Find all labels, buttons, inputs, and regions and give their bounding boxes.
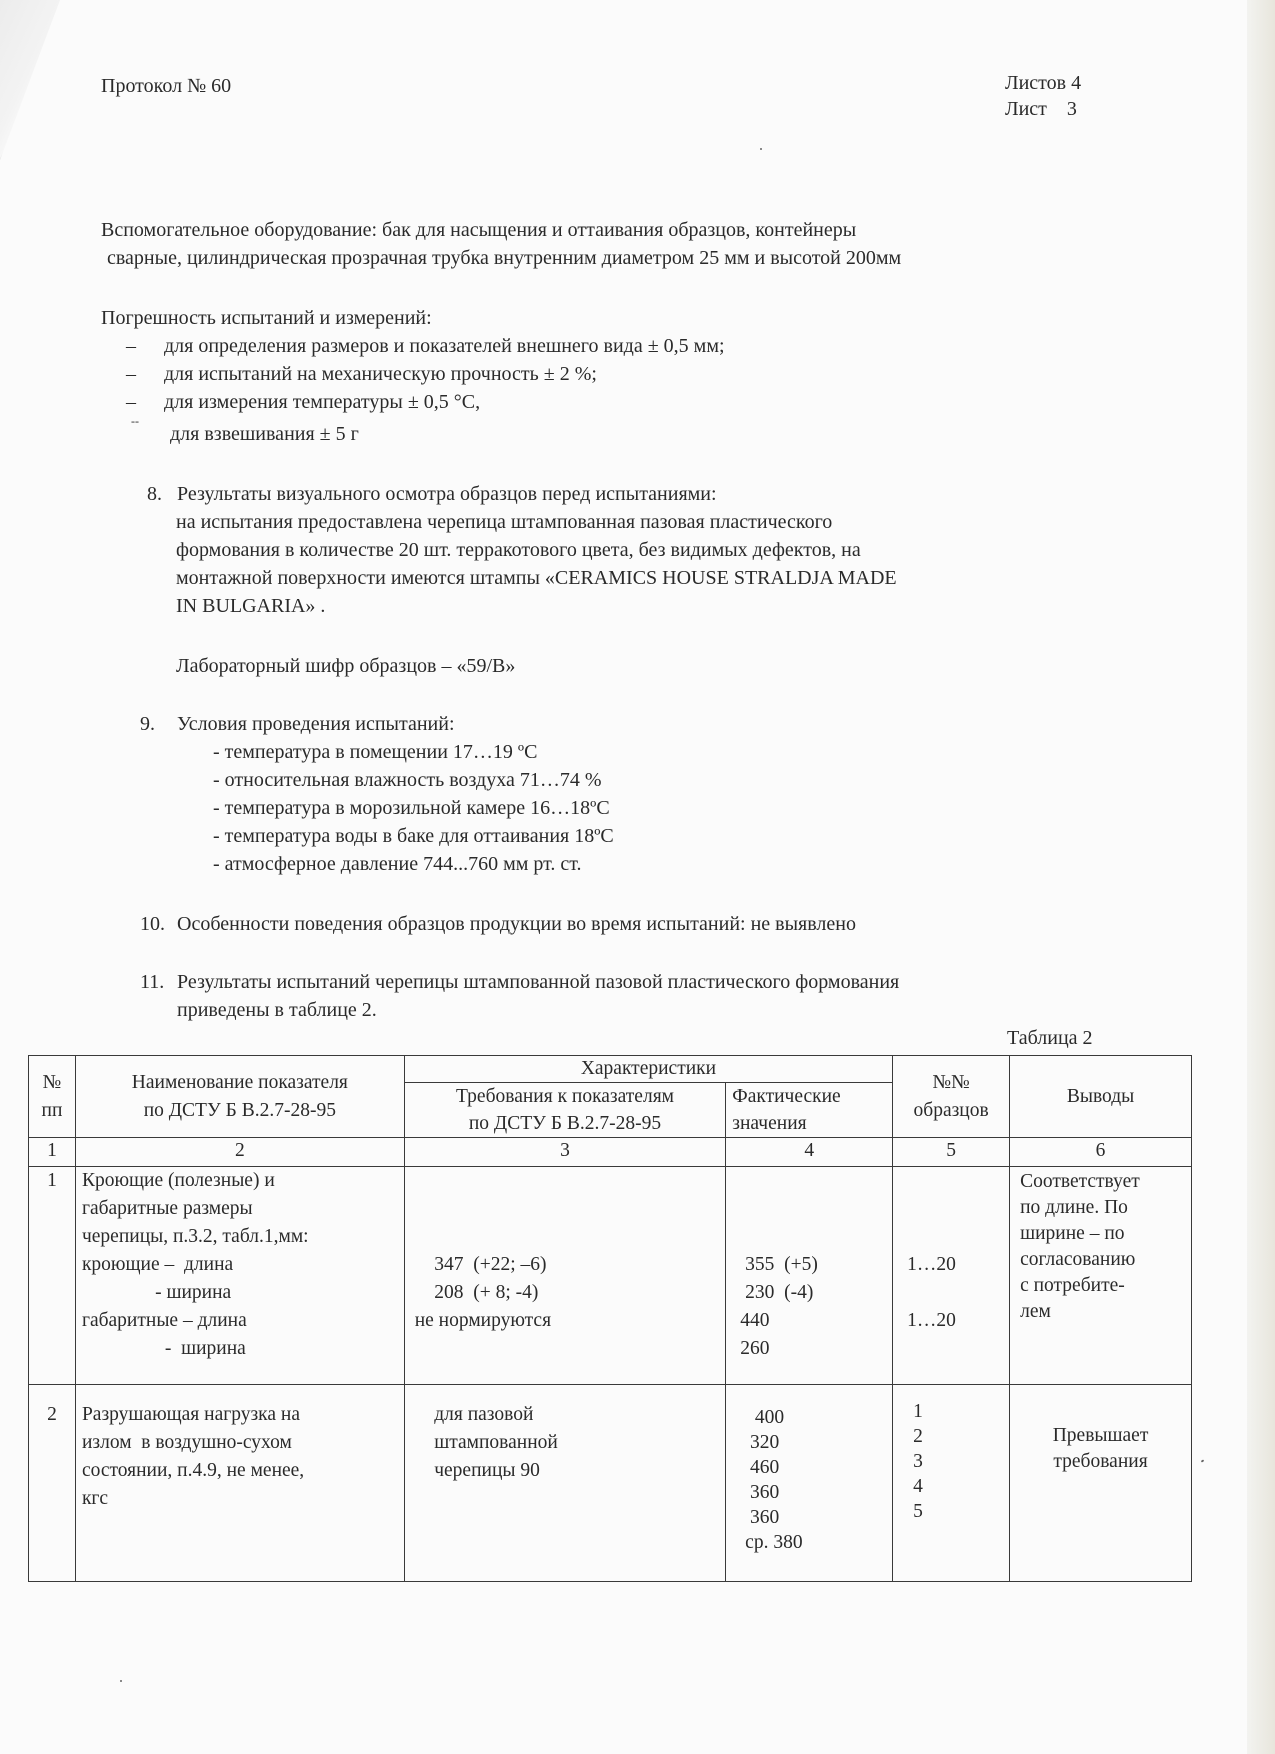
section-11-number: 11. bbox=[140, 971, 165, 993]
header-num-line: № bbox=[42, 1071, 62, 1093]
column-number: 1 bbox=[29, 1138, 76, 1167]
cell-line: 4 bbox=[913, 1476, 923, 1497]
sheets-total bbox=[1005, 70, 1081, 96]
header-name-line: Наименование показателя bbox=[131, 1071, 348, 1093]
header-actual bbox=[726, 1083, 893, 1138]
column-number: 6 bbox=[1010, 1138, 1192, 1167]
equipment-line-2: сварные, цилиндрическая прозрачная трубка внутренним диаметром 25 мм и высотой 200мм bbox=[107, 247, 902, 269]
sheet-current-label: Лист bbox=[1005, 98, 1047, 120]
cell-line: Разрушающая нагрузка на bbox=[81, 1404, 300, 1425]
cell-line: габаритные размеры bbox=[81, 1198, 253, 1219]
cell-line: черепицы 90 bbox=[414, 1460, 540, 1481]
cell-line: 1…20 bbox=[907, 1254, 956, 1275]
table-row bbox=[29, 1167, 1192, 1385]
row-name bbox=[75, 1385, 404, 1582]
cell-line: 400 bbox=[740, 1407, 785, 1428]
row-requirements bbox=[404, 1385, 726, 1582]
row-samples bbox=[893, 1167, 1010, 1385]
cell-line: 2 bbox=[913, 1426, 923, 1447]
condition-item: - температура в помещении 17…19 ºС bbox=[213, 741, 538, 763]
cell-line: черепицы, п.3.2, табл.1,мм: bbox=[81, 1226, 309, 1247]
cell-line bbox=[740, 1167, 886, 1195]
row-actual bbox=[726, 1385, 893, 1582]
section-11-line-1: Результаты испытаний черепицы штампованной пазовой пластического формования bbox=[177, 971, 900, 993]
cell-line: 360 bbox=[740, 1507, 780, 1528]
header-actual-line: Фактические bbox=[732, 1086, 841, 1107]
cell-line: 208 (+ 8; -4) bbox=[414, 1282, 539, 1303]
page-edge-shadow bbox=[1247, 0, 1275, 1754]
column-number: 4 bbox=[726, 1138, 893, 1167]
row-conclusion bbox=[1010, 1167, 1192, 1385]
cell-line: 1 bbox=[913, 1401, 923, 1422]
row-actual bbox=[726, 1167, 893, 1385]
header-num bbox=[29, 1056, 76, 1138]
cell-line: 355 (+5) bbox=[740, 1254, 818, 1275]
cell-line bbox=[907, 1279, 1003, 1307]
section-8-line: IN BULGARIA» . bbox=[176, 595, 326, 617]
cell-line bbox=[907, 1167, 1003, 1195]
accuracy-title: Погрешность испытаний и измерений: bbox=[101, 307, 432, 329]
cell-line: с потребите- bbox=[1020, 1275, 1125, 1296]
section-8-title: Результаты визуального осмотра образцов перед испытаниями: bbox=[177, 483, 717, 505]
condition-item: - температура в морозильной камере 16…18ºС bbox=[213, 797, 610, 819]
accuracy-text: для определения размеров и показателей внешнего вида ± 0,5 мм; bbox=[164, 335, 725, 357]
section-8-line: монтажной поверхности имеются штампы «CERAMICS HOUSE STRALDJA MADE bbox=[176, 567, 897, 589]
section-8-line: на испытания предоставлена черепица штампованная пазовая пластического bbox=[176, 511, 833, 533]
header-samples-line: №№ bbox=[932, 1071, 970, 1093]
cell-line bbox=[740, 1223, 886, 1251]
accuracy-bullet: – bbox=[126, 335, 136, 357]
cell-line: 260 bbox=[740, 1338, 770, 1359]
cell-line: кроющие – длина bbox=[81, 1254, 234, 1275]
row-num: 1 bbox=[29, 1167, 76, 1385]
cell-line: - ширина bbox=[81, 1282, 232, 1303]
sheets-total-label: Листов bbox=[1005, 72, 1067, 94]
header-actual-line: значения bbox=[732, 1113, 807, 1134]
header-samples-line: образцов bbox=[913, 1099, 989, 1121]
accuracy-text: для измерения температуры ± 0,5 °С, bbox=[164, 391, 481, 413]
condition-item: - температура воды в баке для оттаивания 18ºС bbox=[213, 825, 614, 847]
sheet-current-value: 3 bbox=[1066, 98, 1077, 120]
cell-line: состоянии, п.4.9, не менее, bbox=[81, 1460, 305, 1481]
cell-line: излом в воздушно-сухом bbox=[81, 1432, 292, 1453]
cell-line: 1…20 bbox=[907, 1310, 956, 1331]
table-row bbox=[29, 1385, 1192, 1582]
cell-line: Превышает bbox=[1052, 1425, 1149, 1446]
row-num: 2 bbox=[29, 1385, 76, 1582]
sheet-current bbox=[1005, 96, 1081, 122]
cell-line bbox=[907, 1223, 1003, 1251]
cell-line: 3 bbox=[913, 1451, 923, 1472]
cell-line: штампованной bbox=[414, 1432, 558, 1453]
cell-line bbox=[740, 1195, 886, 1223]
cell-line: 440 bbox=[740, 1310, 770, 1331]
cell-line: ср. 380 bbox=[740, 1532, 803, 1553]
cell-line: Соответствует bbox=[1020, 1171, 1140, 1192]
row-samples bbox=[893, 1385, 1010, 1582]
cell-line: не нормируются bbox=[414, 1310, 552, 1331]
accuracy-bullet: – bbox=[126, 363, 136, 385]
table-caption: Таблица 2 bbox=[1007, 1027, 1093, 1049]
header-requirements bbox=[404, 1083, 726, 1138]
cell-line: Кроющие (полезные) и bbox=[81, 1170, 275, 1191]
cell-line: габаритные – длина bbox=[81, 1310, 247, 1331]
cell-line: 347 (+22; –6) bbox=[414, 1254, 547, 1275]
column-number-row bbox=[29, 1138, 1192, 1167]
row-name bbox=[75, 1167, 404, 1385]
header-name bbox=[75, 1056, 404, 1138]
accuracy-item bbox=[126, 334, 725, 358]
equipment-line-1: Вспомогательное оборудование: бак для насыщения и оттаивания образцов, контейнеры bbox=[101, 219, 857, 241]
cell-line: для пазовой bbox=[414, 1404, 534, 1425]
header-name-line: по ДСТУ Б В.2.7-28-95 bbox=[143, 1099, 336, 1121]
accuracy-bullet: – bbox=[126, 391, 136, 413]
header-samples bbox=[893, 1056, 1010, 1138]
header-conclusions: Выводы bbox=[1010, 1056, 1192, 1138]
column-number: 5 bbox=[893, 1138, 1010, 1167]
folded-corner-edge bbox=[0, 0, 80, 160]
column-number: 3 bbox=[404, 1138, 726, 1167]
sheet-info bbox=[1005, 70, 1081, 122]
accuracy-text: для испытаний на механическую прочность ± 2 %; bbox=[164, 363, 597, 385]
cell-line bbox=[415, 1167, 720, 1195]
condition-item: - атмосферное давление 744...760 мм рт. ст. bbox=[213, 853, 582, 875]
cell-line bbox=[415, 1335, 720, 1363]
condition-item: - относительная влажность воздуха 71…74 % bbox=[213, 769, 602, 791]
section-9-number: 9. bbox=[140, 713, 155, 735]
accuracy-bullet: -- bbox=[131, 414, 139, 428]
sample-cipher: Лабораторный шифр образцов – «59/В» bbox=[176, 655, 516, 677]
scan-speck bbox=[760, 148, 762, 150]
row-requirements bbox=[404, 1167, 726, 1385]
cell-line: 230 (-4) bbox=[740, 1282, 814, 1303]
cell-line: лем bbox=[1020, 1301, 1051, 1322]
section-8-number: 8. bbox=[147, 483, 162, 505]
cell-line: - ширина bbox=[81, 1338, 246, 1359]
cell-line: 460 bbox=[740, 1457, 780, 1478]
cell-line: по длине. По bbox=[1020, 1197, 1128, 1218]
scan-speck bbox=[1201, 1459, 1205, 1462]
section-10-text: Особенности поведения образцов продукции во время испытаний: не выявлено bbox=[177, 913, 856, 935]
sheets-total-value: 4 bbox=[1071, 72, 1082, 94]
header-num-line: пп bbox=[41, 1099, 63, 1121]
cell-line: 320 bbox=[740, 1432, 780, 1453]
accuracy-text: для взвешивания ± 5 г bbox=[170, 423, 359, 445]
column-number: 2 bbox=[75, 1138, 404, 1167]
cell-line: 360 bbox=[740, 1482, 780, 1503]
header-requirements-line: по ДСТУ Б В.2.7-28-95 bbox=[468, 1113, 662, 1134]
cell-line: кгс bbox=[81, 1488, 109, 1509]
cell-line bbox=[415, 1195, 720, 1223]
cell-line: требования bbox=[1053, 1451, 1148, 1472]
section-9-title: Условия проведения испытаний: bbox=[177, 713, 455, 735]
cell-line: согласованию bbox=[1020, 1249, 1136, 1270]
cell-line bbox=[415, 1223, 720, 1251]
row-conclusion bbox=[1010, 1385, 1192, 1582]
cell-line: ширине – по bbox=[1020, 1223, 1125, 1244]
header-characteristics: Характеристики bbox=[404, 1056, 892, 1083]
results-table bbox=[28, 1055, 1192, 1582]
header-requirements-line: Требования к показателям bbox=[456, 1086, 675, 1107]
accuracy-item bbox=[126, 362, 597, 386]
section-10-number: 10. bbox=[140, 913, 165, 935]
table-header-row bbox=[29, 1056, 1192, 1083]
accuracy-item bbox=[126, 390, 480, 414]
scan-speck bbox=[120, 1680, 122, 1682]
section-11-line-2: приведены в таблице 2. bbox=[177, 999, 377, 1021]
cell-line: 5 bbox=[913, 1501, 923, 1522]
cell-line bbox=[907, 1335, 1003, 1363]
cell-line bbox=[907, 1195, 1003, 1223]
protocol-number: Протокол № 60 bbox=[101, 75, 232, 97]
section-8-line: формования в количестве 20 шт. терракотового цвета, без видимых дефектов, на bbox=[176, 539, 861, 561]
